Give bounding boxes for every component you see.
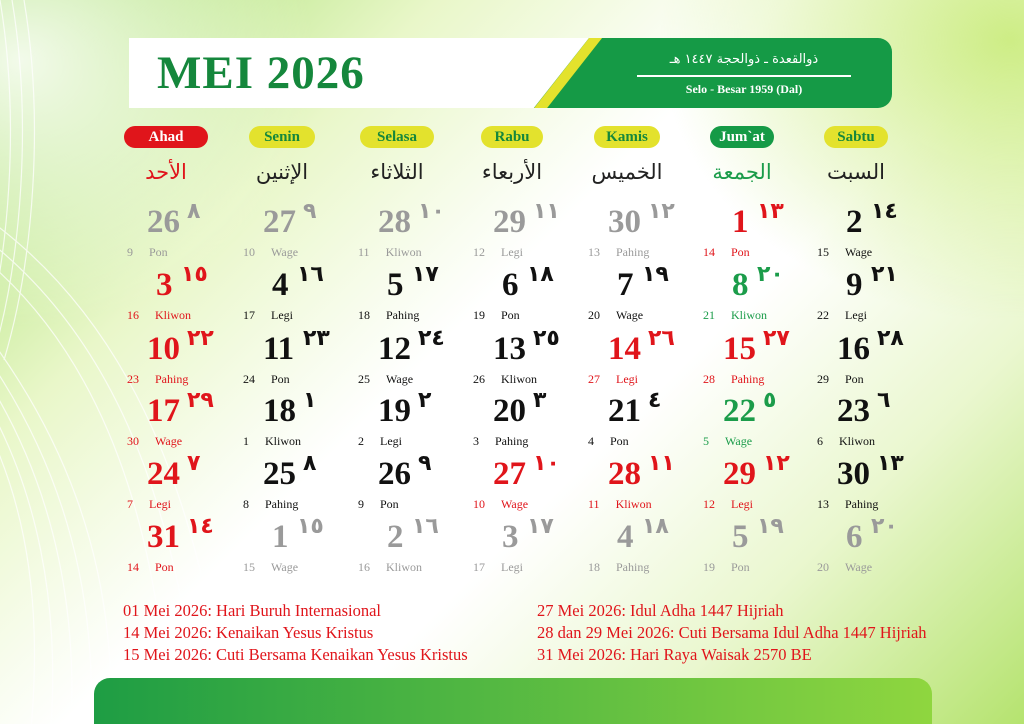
pasaran-label: Pahing bbox=[155, 372, 189, 386]
javanese-date bbox=[473, 560, 523, 574]
weekday-label: Jum`at bbox=[710, 126, 774, 148]
hijri-date: ١ bbox=[303, 388, 317, 413]
javanese-day-number: 14 bbox=[703, 245, 715, 259]
day-cell bbox=[243, 199, 355, 265]
javanese-day-number: 12 bbox=[703, 497, 715, 511]
hijri-date: ٣ bbox=[533, 388, 547, 413]
hijri-date: ١١ bbox=[533, 199, 560, 224]
pasaran-label: Legi bbox=[271, 308, 293, 322]
hijri-month-range: ذوالقعدة ـ ذوالحجة ١٤٤٧ هـ bbox=[669, 52, 819, 67]
hijri-date: ١٣ bbox=[877, 451, 904, 476]
weekday-arabic-label: الخميس bbox=[591, 160, 663, 184]
day-cell bbox=[817, 451, 929, 517]
javanese-day-number: 10 bbox=[243, 245, 255, 259]
javanese-day-number: 1 bbox=[243, 434, 249, 448]
hijri-date: ١٧ bbox=[412, 262, 439, 287]
javanese-day-number: 2 bbox=[358, 434, 364, 448]
javanese-day-number: 19 bbox=[703, 560, 715, 574]
gregorian-date: 1 bbox=[272, 519, 289, 555]
gregorian-date: 28 bbox=[608, 456, 641, 492]
javanese-date bbox=[358, 308, 419, 322]
hijri-date: ٢٤ bbox=[418, 326, 445, 351]
day-cell bbox=[358, 388, 470, 454]
hijri-date: ١٥ bbox=[181, 262, 208, 287]
javanese-day-number: 9 bbox=[127, 245, 133, 259]
pasaran-label: Kliwon bbox=[731, 308, 767, 322]
weekday-label: Selasa bbox=[360, 126, 434, 148]
day-cell bbox=[358, 262, 470, 328]
javanese-day-number: 27 bbox=[588, 372, 600, 386]
pasaran-label: Wage bbox=[271, 245, 299, 259]
pasaran-label: Kliwon bbox=[265, 434, 301, 448]
javanese-date bbox=[817, 434, 875, 448]
javanese-date bbox=[243, 434, 301, 448]
day-cell bbox=[703, 262, 815, 328]
pasaran-label: Pon bbox=[155, 560, 174, 574]
hijri-date: ٢٥ bbox=[533, 326, 560, 351]
hijri-date: ١٤ bbox=[187, 514, 214, 539]
gregorian-date: 24 bbox=[147, 456, 180, 492]
footer-bar bbox=[94, 678, 932, 724]
hijri-date: ٢٠ bbox=[871, 514, 898, 539]
pasaran-label: Pon bbox=[610, 434, 629, 448]
javanese-date bbox=[127, 308, 191, 322]
pasaran-label: Legi bbox=[501, 560, 523, 574]
gregorian-date: 12 bbox=[378, 331, 411, 367]
pasaran-label: Pon bbox=[149, 245, 168, 259]
javanese-date bbox=[127, 372, 188, 386]
day-cell bbox=[243, 451, 355, 517]
gregorian-date: 22 bbox=[723, 393, 756, 429]
gregorian-date: 4 bbox=[617, 519, 634, 555]
hijri-date: ٧ bbox=[187, 451, 201, 476]
gregorian-date: 6 bbox=[502, 267, 519, 303]
javanese-day-number: 13 bbox=[817, 497, 829, 511]
javanese-date bbox=[243, 308, 293, 322]
gregorian-date: 11 bbox=[263, 331, 295, 367]
hijri-date: ٢٦ bbox=[648, 326, 675, 351]
pasaran-label: Pon bbox=[501, 308, 520, 322]
javanese-date bbox=[473, 497, 528, 511]
javanese-date bbox=[703, 560, 750, 574]
hijri-date: ٢٣ bbox=[303, 326, 330, 351]
weekday-arabic-label: الأحد bbox=[145, 160, 187, 184]
hijri-date: ١٨ bbox=[642, 514, 669, 539]
javanese-date bbox=[588, 434, 629, 448]
hijri-date: ١٢ bbox=[763, 451, 790, 476]
javanese-day-number: 15 bbox=[243, 560, 255, 574]
hijri-date: ٩ bbox=[303, 199, 317, 224]
javanese-date bbox=[127, 245, 168, 259]
hijri-date: ١٥ bbox=[297, 514, 324, 539]
javanese-day-number: 17 bbox=[243, 308, 255, 322]
day-cell bbox=[358, 514, 470, 580]
javanese-day-number: 14 bbox=[127, 560, 139, 574]
hijri-date: ١٠ bbox=[418, 199, 445, 224]
pasaran-label: Kliwon bbox=[501, 372, 537, 386]
day-cell bbox=[127, 451, 239, 517]
hijri-date: ٢٢ bbox=[187, 326, 214, 351]
javanese-day-number: 21 bbox=[703, 308, 715, 322]
weekday-label: Kamis bbox=[594, 126, 660, 148]
day-cell bbox=[588, 262, 700, 328]
javanese-day-number: 16 bbox=[127, 308, 139, 322]
day-cell bbox=[243, 326, 355, 392]
javanese-date bbox=[817, 560, 872, 574]
day-cell bbox=[243, 388, 355, 454]
javanese-day-number: 17 bbox=[473, 560, 485, 574]
day-cell bbox=[473, 514, 585, 580]
gregorian-date: 21 bbox=[608, 393, 641, 429]
holiday-item: 01 Mei 2026: Hari Buruh Internasional bbox=[123, 601, 381, 620]
weekday-arabic-label: الأربعاء bbox=[481, 160, 543, 184]
pasaran-label: Wage bbox=[386, 372, 414, 386]
javanese-date bbox=[243, 497, 298, 511]
javanese-day-number: 13 bbox=[588, 245, 600, 259]
hijri-date: ٢٠ bbox=[757, 262, 784, 287]
pasaran-label: Legi bbox=[380, 434, 402, 448]
hijri-date: ٢٩ bbox=[187, 388, 214, 413]
javanese-date bbox=[358, 434, 402, 448]
pasaran-label: Pon bbox=[271, 372, 290, 386]
pasaran-label: Pon bbox=[731, 245, 750, 259]
gregorian-date: 26 bbox=[147, 204, 180, 240]
javanese-day-number: 26 bbox=[473, 372, 485, 386]
pasaran-label: Pahing bbox=[616, 560, 650, 574]
javanese-day-number: 4 bbox=[588, 434, 594, 448]
javanese-date bbox=[588, 245, 649, 259]
hijri-date: ٩ bbox=[418, 451, 432, 476]
day-cell bbox=[817, 326, 929, 392]
javanese-date bbox=[703, 308, 767, 322]
gregorian-date: 3 bbox=[502, 519, 519, 555]
pasaran-label: Legi bbox=[845, 308, 867, 322]
javanese-day-number: 8 bbox=[243, 497, 249, 511]
javanese-day-number: 6 bbox=[817, 434, 823, 448]
hijri-date: ٢ bbox=[418, 388, 432, 413]
gregorian-date: 19 bbox=[378, 393, 411, 429]
gregorian-date: 4 bbox=[272, 267, 289, 303]
gregorian-date: 2 bbox=[387, 519, 404, 555]
javanese-date bbox=[703, 372, 764, 386]
weekday-arabic-label: الجمعة bbox=[712, 160, 772, 184]
hijri-date: ١٣ bbox=[757, 199, 784, 224]
hijri-date: ٦ bbox=[877, 388, 891, 413]
hijri-date: ٢١ bbox=[871, 262, 898, 287]
gregorian-date: 29 bbox=[493, 204, 526, 240]
pasaran-label: Legi bbox=[149, 497, 171, 511]
gregorian-date: 5 bbox=[732, 519, 749, 555]
gregorian-date: 10 bbox=[147, 331, 180, 367]
pasaran-label: Legi bbox=[731, 497, 753, 511]
hijri-date: ١٧ bbox=[527, 514, 554, 539]
javanese-date bbox=[473, 245, 523, 259]
day-cell bbox=[473, 326, 585, 392]
page-title: MEI 2026 bbox=[157, 47, 365, 99]
javanese-day-number: 5 bbox=[703, 434, 709, 448]
holiday-list-left bbox=[123, 600, 468, 666]
javanese-day-number: 29 bbox=[817, 372, 829, 386]
javanese-day-number: 15 bbox=[817, 245, 829, 259]
hijri-date: ١٩ bbox=[757, 514, 784, 539]
javanese-day-number: 28 bbox=[703, 372, 715, 386]
javanese-day-number: 12 bbox=[473, 245, 485, 259]
hijri-date: ١٤ bbox=[871, 199, 898, 224]
gregorian-date: 18 bbox=[263, 393, 296, 429]
hijri-date: ٥ bbox=[763, 388, 777, 413]
javanese-day-number: 23 bbox=[127, 372, 139, 386]
pasaran-label: Pahing bbox=[386, 308, 420, 322]
javanese-date bbox=[473, 372, 537, 386]
javanese-date bbox=[473, 308, 520, 322]
calendar-header bbox=[129, 38, 892, 108]
day-cell bbox=[358, 451, 470, 517]
javanese-date bbox=[817, 497, 878, 511]
weekday-arabic-label: الثلاثاء bbox=[370, 160, 424, 184]
day-cell bbox=[588, 326, 700, 392]
holiday-item: 14 Mei 2026: Kenaikan Yesus Kristus bbox=[123, 623, 374, 642]
pasaran-label: Wage bbox=[155, 434, 183, 448]
javanese-month-range: Selo - Besar 1959 (Dal) bbox=[685, 82, 803, 96]
gregorian-date: 2 bbox=[846, 204, 863, 240]
pasaran-label: Wage bbox=[616, 308, 644, 322]
hijri-date: ٨ bbox=[187, 199, 201, 224]
weekday-arabic-label: السبت bbox=[827, 160, 885, 184]
javanese-day-number: 24 bbox=[243, 372, 255, 386]
hijri-date: ١٨ bbox=[527, 262, 554, 287]
javanese-date bbox=[588, 560, 649, 574]
javanese-day-number: 11 bbox=[358, 245, 370, 259]
gregorian-date: 29 bbox=[723, 456, 756, 492]
day-cell bbox=[817, 199, 929, 265]
javanese-day-number: 25 bbox=[358, 372, 370, 386]
gregorian-date: 15 bbox=[723, 331, 756, 367]
gregorian-date: 9 bbox=[846, 267, 863, 303]
javanese-date bbox=[358, 560, 422, 574]
javanese-date bbox=[127, 434, 182, 448]
gregorian-date: 17 bbox=[147, 393, 180, 429]
javanese-date bbox=[703, 245, 750, 259]
day-cell bbox=[588, 514, 700, 580]
javanese-date bbox=[588, 372, 638, 386]
day-cell bbox=[817, 514, 929, 580]
gregorian-date: 26 bbox=[378, 456, 411, 492]
day-cell bbox=[127, 388, 239, 454]
day-cell bbox=[703, 326, 815, 392]
pasaran-label: Wage bbox=[845, 245, 873, 259]
pasaran-label: Pon bbox=[380, 497, 399, 511]
pasaran-label: Wage bbox=[725, 434, 753, 448]
hijri-date: ٢٨ bbox=[877, 326, 904, 351]
gregorian-date: 20 bbox=[493, 393, 526, 429]
javanese-date bbox=[817, 308, 867, 322]
day-cell bbox=[127, 262, 239, 328]
holiday-item: 31 Mei 2026: Hari Raya Waisak 2570 BE bbox=[537, 645, 812, 664]
pasaran-label: Pahing bbox=[495, 434, 529, 448]
gregorian-date: 30 bbox=[837, 456, 870, 492]
holiday-item: 28 dan 29 Mei 2026: Cuti Bersama Idul Adha 1447 Hijriah bbox=[537, 623, 927, 642]
gregorian-date: 28 bbox=[378, 204, 411, 240]
weekday-label: Rabu bbox=[481, 126, 543, 148]
javanese-day-number: 19 bbox=[473, 308, 485, 322]
gregorian-date: 30 bbox=[608, 204, 641, 240]
day-cell bbox=[473, 262, 585, 328]
header-divider bbox=[637, 75, 851, 77]
day-cell bbox=[358, 326, 470, 392]
pasaran-label: Kliwon bbox=[385, 245, 422, 259]
pasaran-label: Kliwon bbox=[155, 308, 191, 322]
javanese-date bbox=[127, 497, 171, 511]
weekday-arabic-label: الإثنين bbox=[255, 160, 309, 184]
pasaran-label: Wage bbox=[271, 560, 299, 574]
gregorian-date: 23 bbox=[837, 393, 870, 429]
day-cell bbox=[243, 262, 355, 328]
pasaran-label: Pahing bbox=[731, 372, 765, 386]
hijri-date: ١٩ bbox=[642, 262, 669, 287]
pasaran-label: Pon bbox=[845, 372, 864, 386]
day-cell bbox=[127, 326, 239, 392]
weekday-label: Senin bbox=[249, 126, 315, 148]
gregorian-date: 1 bbox=[732, 204, 749, 240]
javanese-day-number: 3 bbox=[473, 434, 479, 448]
gregorian-date: 14 bbox=[608, 331, 641, 367]
pasaran-label: Legi bbox=[616, 372, 638, 386]
gregorian-date: 31 bbox=[147, 519, 180, 555]
javanese-date bbox=[588, 308, 643, 322]
pasaran-label: Pahing bbox=[845, 497, 879, 511]
javanese-day-number: 18 bbox=[358, 308, 370, 322]
javanese-date bbox=[243, 560, 298, 574]
javanese-day-number: 10 bbox=[473, 497, 485, 511]
hijri-date: ١١ bbox=[648, 451, 675, 476]
day-cell bbox=[817, 388, 929, 454]
javanese-date bbox=[703, 434, 752, 448]
pasaran-label: Legi bbox=[501, 245, 523, 259]
javanese-date bbox=[127, 560, 174, 574]
day-cell bbox=[473, 388, 585, 454]
javanese-day-number: 22 bbox=[817, 308, 829, 322]
javanese-date bbox=[243, 245, 298, 259]
gregorian-date: 8 bbox=[732, 267, 749, 303]
javanese-date bbox=[358, 245, 422, 259]
hijri-date: ٢٧ bbox=[763, 326, 790, 351]
gregorian-date: 25 bbox=[263, 456, 296, 492]
pasaran-label: Pahing bbox=[265, 497, 299, 511]
pasaran-label: Wage bbox=[845, 560, 873, 574]
javanese-day-number: 7 bbox=[127, 497, 133, 511]
hijri-date: ١٦ bbox=[297, 262, 324, 287]
gregorian-date: 13 bbox=[493, 331, 526, 367]
hijri-date: ١٦ bbox=[412, 514, 439, 539]
gregorian-date: 27 bbox=[493, 456, 526, 492]
day-cell bbox=[127, 514, 239, 580]
pasaran-label: Wage bbox=[501, 497, 529, 511]
javanese-date bbox=[588, 497, 652, 511]
holiday-item: 15 Mei 2026: Cuti Bersama Kenaikan Yesus Kristus bbox=[123, 645, 468, 664]
day-cell bbox=[358, 199, 470, 265]
hijri-date: ١٠ bbox=[533, 451, 560, 476]
day-cell bbox=[703, 451, 815, 517]
day-cell bbox=[588, 388, 700, 454]
pasaran-label: Kliwon bbox=[615, 497, 652, 511]
day-cell bbox=[588, 199, 700, 265]
day-cell bbox=[703, 388, 815, 454]
javanese-day-number: 20 bbox=[588, 308, 600, 322]
day-cell bbox=[473, 199, 585, 265]
javanese-day-number: 20 bbox=[817, 560, 829, 574]
javanese-date bbox=[817, 245, 872, 259]
day-cell bbox=[127, 199, 239, 265]
gregorian-date: 5 bbox=[387, 267, 404, 303]
javanese-day-number: 16 bbox=[358, 560, 370, 574]
pasaran-label: Pahing bbox=[616, 245, 650, 259]
javanese-day-number: 11 bbox=[588, 497, 600, 511]
javanese-date bbox=[473, 434, 528, 448]
gregorian-date: 27 bbox=[263, 204, 296, 240]
holiday-item: 27 Mei 2026: Idul Adha 1447 Hijriah bbox=[537, 601, 784, 620]
javanese-day-number: 30 bbox=[127, 434, 139, 448]
hijri-date: ١٢ bbox=[648, 199, 675, 224]
day-cell bbox=[817, 262, 929, 328]
gregorian-date: 3 bbox=[156, 267, 173, 303]
day-cell bbox=[473, 451, 585, 517]
pasaran-label: Kliwon bbox=[386, 560, 422, 574]
javanese-date bbox=[243, 372, 290, 386]
day-cell bbox=[703, 514, 815, 580]
pasaran-label: Pon bbox=[731, 560, 750, 574]
hijri-date: ٨ bbox=[303, 451, 317, 476]
weekday-label: Sabtu bbox=[824, 126, 888, 148]
gregorian-date: 16 bbox=[837, 331, 870, 367]
holiday-list-right bbox=[537, 600, 927, 666]
javanese-day-number: 9 bbox=[358, 497, 364, 511]
javanese-date bbox=[358, 497, 399, 511]
gregorian-date: 6 bbox=[846, 519, 863, 555]
javanese-date bbox=[703, 497, 753, 511]
pasaran-label: Kliwon bbox=[839, 434, 875, 448]
day-cell bbox=[243, 514, 355, 580]
weekday-label: Ahad bbox=[124, 126, 208, 148]
javanese-date bbox=[358, 372, 413, 386]
gregorian-date: 7 bbox=[617, 267, 634, 303]
javanese-date bbox=[817, 372, 864, 386]
day-cell bbox=[703, 199, 815, 265]
javanese-day-number: 18 bbox=[588, 560, 600, 574]
day-cell bbox=[588, 451, 700, 517]
hijri-date: ٤ bbox=[648, 388, 662, 413]
